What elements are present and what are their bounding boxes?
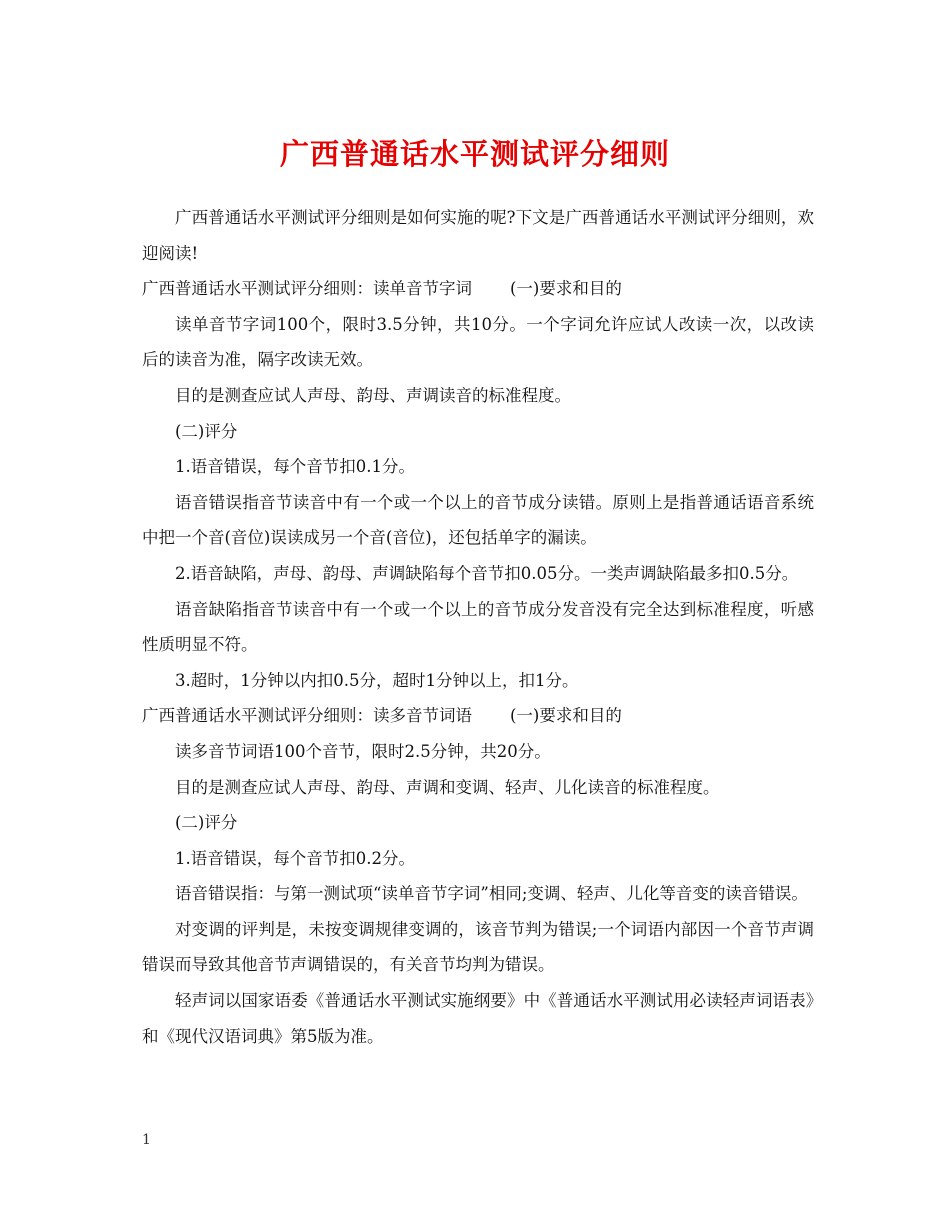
paragraph: 读单音节字词100个，限时3.5分钟，共10分。一个字词允许应试人改读一次，以改读后的读音为准，隔字改读无效。 [142, 314, 814, 370]
paragraph: (二)评分 [175, 421, 238, 441]
page-number: 1 [142, 1132, 151, 1148]
section-heading-text: 广西普通话水平测试评分细则：读多音节词语 [142, 706, 472, 726]
paragraph: 语音缺陷指音节读音中有一个或一个以上的音节成分发音没有完全达到标准程度，听感性质明显不符。 [142, 599, 814, 655]
paragraph: 1.语音错误，每个音节扣0.1分。 [175, 457, 415, 477]
paragraph: 2.语音缺陷，声母、韵母、声调缺陷每个音节扣0.05分。一类声调缺陷最多扣0.5分。 [175, 563, 799, 583]
paragraph: 目的是测查应试人声母、韵母、声调读音的标准程度。 [175, 385, 571, 405]
paragraph: 语音错误指音节读音中有一个或一个以上的音节成分读错。原则上是指普通话语音系统中把一个音(音位)误读成另一个音(音位)，还包括单字的漏读。 [142, 492, 814, 548]
paragraph: 1.语音错误，每个音节扣0.2分。 [175, 848, 415, 868]
section-heading [142, 698, 814, 734]
section-heading-text: 广西普通话水平测试评分细则：读单音节字词 [142, 279, 472, 299]
paragraph: 3.超时，1分钟以内扣0.5分，超时1分钟以上，扣1分。 [175, 670, 579, 690]
document-title: 广西普通话水平测试评分细则 [279, 137, 670, 171]
section-subheading-text: (一)要求和目的 [510, 706, 622, 726]
paragraph: 目的是测查应试人声母、韵母、声调和变调、轻声、儿化读音的标准程度。 [175, 777, 720, 797]
section-subheading-text: (一)要求和目的 [510, 279, 622, 299]
paragraph: 语音错误指：与第一测试项“读单音节字词”相同;变调、轻声、儿化等音变的读音错误。 [175, 884, 808, 904]
section-heading [142, 271, 814, 307]
document-body [142, 200, 814, 1054]
paragraph: (二)评分 [175, 813, 238, 833]
paragraph: 读多音节词语100个音节，限时2.5分钟，共20分。 [175, 741, 551, 761]
paragraph: 对变调的评判是，未按变调规律变调的，该音节判为错误;一个词语内部因一个音节声调错误而导致其他音节声调错误的，有关音节均判为错误。 [142, 919, 814, 975]
paragraph: 广西普通话水平测试评分细则是如何实施的呢?下文是广西普通话水平测试评分细则，欢迎阅读! [142, 208, 814, 263]
paragraph: 轻声词以国家语委《普通话水平测试实施纲要》中《普通话水平测试用必读轻声词语表》和《现代汉语词典》第5版为准。 [142, 991, 814, 1046]
